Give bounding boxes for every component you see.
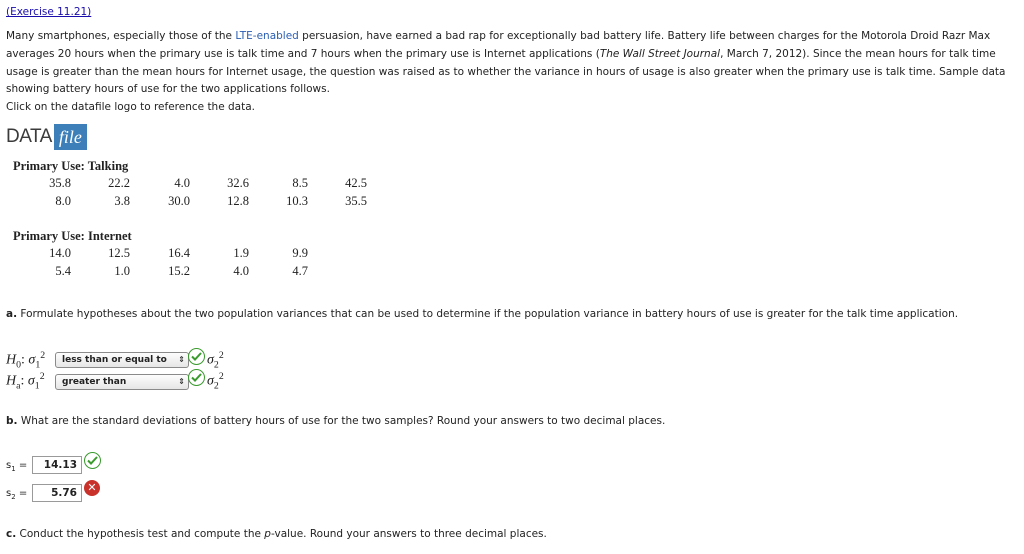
lte-enabled-link[interactable]: LTE-enabled [235, 30, 299, 42]
s1-label: $s_1$ = [6, 460, 28, 473]
h0-label: $H_0$: $\sigma_1^2$ [6, 350, 46, 371]
table-cell: 10.3 [286, 194, 308, 208]
table-cell: 12.8 [227, 194, 249, 208]
question-c-letter: c. [6, 528, 17, 540]
table-cell: 5.4 [55, 264, 71, 278]
question-a-text: Formulate hypotheses about the two population variances that can be used to determine if the population variance in battery hours of use is greater for the talk time application. [17, 308, 959, 320]
s1-correct-check-icon [84, 452, 101, 469]
table-cell: 4.7 [292, 264, 308, 278]
table-cell: 14.0 [49, 246, 71, 260]
table-cell: 15.2 [168, 264, 190, 278]
ha-relation-select[interactable]: greater than ⇕ [55, 374, 189, 390]
ha-correct-check-icon [188, 369, 205, 386]
question-c-p: p [264, 528, 271, 540]
click-note: Click on the datafile logo to reference the data. [6, 101, 256, 113]
table-cell: 35.5 [345, 194, 367, 208]
datafile-logo-data-text: DATA [6, 126, 52, 147]
table-cell: 12.5 [108, 246, 130, 260]
select-arrow-icon: ⇕ [178, 355, 185, 364]
exercise-reference-link[interactable]: (Exercise 11.21) [6, 6, 92, 18]
h0-correct-check-icon [188, 348, 205, 365]
intro-text-1: Many smartphones, especially those of the [6, 30, 236, 42]
datafile-logo[interactable] [6, 124, 87, 150]
question-b [6, 415, 665, 427]
ha-label: $H_a$: $\sigma_1^2$ [6, 371, 45, 392]
table-cell: 4.0 [174, 176, 190, 190]
question-b-text: What are the standard deviations of battery hours of use for the two samples? Round your answers to two decimal places. [17, 415, 666, 427]
h0-relation-select[interactable]: less than or equal to ⇕ [55, 352, 189, 368]
question-c-text-post: -value. Round your answers to three decimal places. [270, 528, 547, 540]
talking-table-title: Primary Use: Talking [13, 159, 129, 173]
internet-table-title: Primary Use: Internet [13, 229, 132, 243]
table-cell: 30.0 [168, 194, 190, 208]
h0-sigma2: $\sigma_2^2$ [207, 350, 224, 371]
question-c [6, 528, 547, 540]
table-cell: 1.0 [114, 264, 130, 278]
table-cell: 35.8 [49, 176, 71, 190]
table-cell: 16.4 [168, 246, 190, 260]
intro-text-2: persuasion, have earned a bad rap for exceptionally bad battery life. Battery life between charges for the Motorola Droid Razr Max averages 20 hours when the primary use is talk time and 7 hours when the primary use is Internet applications ( [6, 30, 991, 60]
question-c-text-pre: Conduct the hypothesis test and compute the [16, 528, 265, 540]
table-cell: 3.8 [114, 194, 130, 208]
question-a [6, 308, 958, 320]
ha-sigma2: $\sigma_2^2$ [207, 371, 224, 392]
intro-source: The Wall Street Journal [599, 47, 721, 60]
datafile-logo-file-text: file [54, 124, 87, 150]
intro-paragraph [6, 28, 1010, 99]
table-cell: 42.5 [345, 176, 367, 190]
table-cell: 4.0 [233, 264, 249, 278]
s2-input[interactable]: 5.76 [32, 484, 82, 502]
select-arrow-icon: ⇕ [178, 377, 185, 386]
intro-text-3: , March 7, 2012). Since the mean hours for talk time usage is greater than the mean hours for Internet usage, the question was raised as to whether the variance in hours of usage is also greater when the primary use is talk time. Sample data showing battery hours of use for the two applications follows. [6, 47, 1006, 96]
table-cell: 8.0 [55, 194, 71, 208]
table-cell: 22.2 [108, 176, 130, 190]
question-a-letter: a. [6, 308, 18, 320]
s2-incorrect-x-icon: ✕ [84, 480, 100, 496]
question-b-letter: b. [6, 415, 18, 427]
s2-label: $s_2$ = [6, 488, 28, 501]
table-cell: 8.5 [292, 176, 308, 190]
table-cell: 1.9 [233, 246, 249, 260]
table-cell: 32.6 [227, 176, 249, 190]
table-cell: 9.9 [292, 246, 308, 260]
s1-input[interactable]: 14.13 [32, 456, 82, 474]
